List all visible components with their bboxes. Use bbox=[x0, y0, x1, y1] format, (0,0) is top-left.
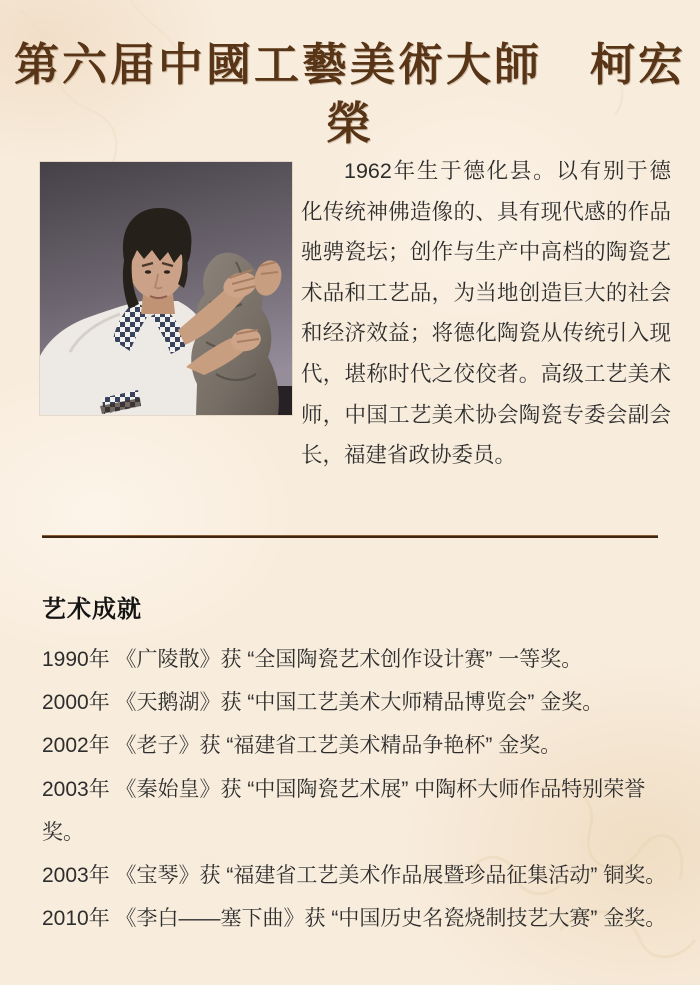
award-item-2000: 2000年 《天鹅湖》获 “中国工艺美术大师精品博览会” 金奖。 bbox=[42, 691, 604, 715]
award-item-1990: 1990年 《广陵散》获 “全国陶瓷艺术创作设计赛” 一等奖。 bbox=[42, 648, 583, 671]
bio-paragraph: 1962年生于德化县。以有别于德化传统神佛造像的、具有现代感的作品驰骋瓷坛；创作与生产中高档的陶瓷艺术品和工艺品，为当地创造巨大的社会和经济效益；将德化陶瓷从传统引入现代，堪称时代之佼佼者。高级工艺美术师，中国工艺美术协会陶瓷专委会副会长，福建省政协委员。 bbox=[301, 159, 671, 468]
achievements-heading: 艺术成就 bbox=[42, 596, 142, 623]
section-divider bbox=[42, 535, 658, 538]
award-item-2010: 2010年 《李白——塞下曲》获 “中国历史名瓷烧制技艺大赛” 金奖。 bbox=[42, 907, 667, 931]
award-item-2003-qinshihuang: 2003年 《秦始皇》获 “中国陶瓷艺术展” 中陶杯大师作品特别荣誉奖。 bbox=[42, 777, 646, 844]
award-item-2003-baoqin: 2003年 《宝琴》获 “福建省工艺美术作品展暨珍品征集活动” 铜奖。 bbox=[42, 864, 667, 888]
artist-photo bbox=[40, 162, 292, 415]
award-item-2002: 2002年 《老子》获 “福建省工艺美术精品争艳杯” 金奖。 bbox=[42, 734, 562, 758]
page-title: 第六届中國工藝美術大師 柯宏榮 bbox=[13, 38, 686, 150]
achievements-list bbox=[42, 638, 682, 940]
